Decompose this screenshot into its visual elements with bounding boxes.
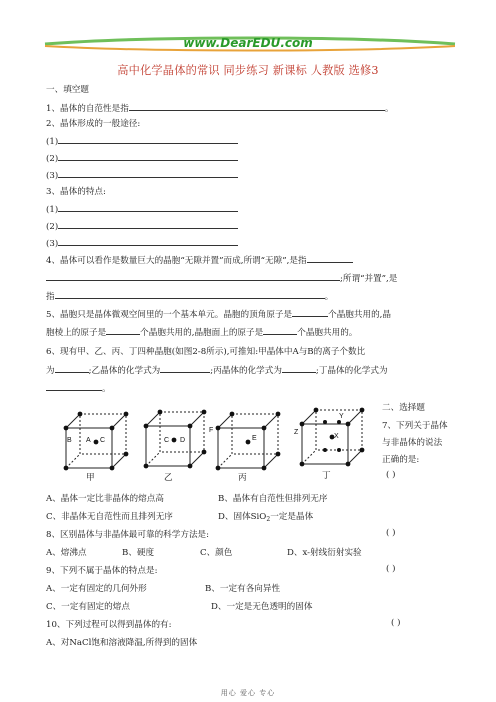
question-3-item: (2) <box>46 219 238 232</box>
question-3: 3、晶体的特点: <box>46 187 106 197</box>
page-footer: 用心 爱心 专心 <box>220 689 276 697</box>
section-fill-blank: 一、填空题 <box>46 85 89 95</box>
answer-blank[interactable] <box>160 363 210 373</box>
question-2-item: (3) <box>46 168 238 181</box>
option-d[interactable]: D、x-射线衍射实验 <box>287 548 362 558</box>
answer-blank[interactable] <box>292 307 328 317</box>
cube-caption: 丙 <box>238 473 247 482</box>
cube-label: F <box>209 427 214 434</box>
question-4: 4、晶体可以看作是数量巨大的晶胞“无隙并置”而成,所谓“无隙”,是指 <box>46 253 353 266</box>
answer-blank[interactable] <box>46 381 102 391</box>
question-1: 1、晶体的自范性是指 。 <box>46 101 393 114</box>
cube-caption: 丁 <box>322 471 331 481</box>
answer-blank[interactable] <box>58 236 238 246</box>
question-5-line2: 胞棱上的原子是 个晶胞共用的,晶胞面上的原子是 个晶胞共用的。 <box>46 325 357 338</box>
option-a[interactable]: A、熔沸点 <box>46 548 87 558</box>
question-8: 8、区别晶体与非晶体最可靠的科学方法是: <box>46 530 210 540</box>
cube-label: E <box>252 435 257 442</box>
cube-label: A <box>86 437 91 444</box>
answer-blank[interactable] <box>307 253 353 263</box>
option-d[interactable]: D、一定是无色透明的固体 <box>211 602 313 612</box>
section-choice: 二、选择题 <box>382 403 425 413</box>
question-2-item: (2) <box>46 151 238 164</box>
answer-paren[interactable]: ( ) <box>386 470 396 480</box>
question-7-line: 正确的是: <box>382 455 420 465</box>
question-9: 9、下列不属于晶体的特点是: <box>46 566 158 576</box>
option-a[interactable]: A、对NaCl饱和溶液降温,所得到的固体 <box>46 638 198 648</box>
option-c[interactable]: C、非晶体无自范性而且排列无序 <box>46 512 173 522</box>
site-url: www.DearEDU.com <box>183 36 313 50</box>
answer-paren[interactable]: ( ) <box>386 528 396 538</box>
answer-paren[interactable]: ( ) <box>386 564 396 574</box>
question-3-item: (1) <box>46 202 238 215</box>
cube-caption: 甲 <box>86 473 95 482</box>
question-6-line2: 为 ;乙晶体的化学式为 ;丙晶体的化学式为 ;丁晶体的化学式为 <box>46 363 388 376</box>
answer-blank[interactable] <box>58 134 238 144</box>
answer-blank[interactable] <box>55 363 89 373</box>
option-b[interactable]: B、晶体有自范性但排列无序 <box>218 494 328 504</box>
answer-blank[interactable] <box>55 289 325 299</box>
question-6-line3: 。 <box>46 381 111 394</box>
cube-label: C <box>100 437 106 444</box>
option-b[interactable]: B、硬度 <box>122 548 155 558</box>
answer-blank[interactable] <box>263 325 297 335</box>
answer-blank[interactable] <box>106 325 140 335</box>
unit-cell-figure <box>56 400 376 482</box>
cube-label: C <box>164 437 170 444</box>
cube-caption: 乙 <box>164 473 173 482</box>
answer-blank[interactable] <box>129 101 385 111</box>
cube-label: B <box>67 437 72 444</box>
question-5: 5、晶胞只是晶体微观空间里的一个基本单元。晶胞的顶角原子是 个晶胞共用的,晶 <box>46 307 391 320</box>
cube-label: D <box>180 437 186 444</box>
page-title: 高中化学晶体的常识 同步练习 新课标 人教版 选修3 <box>117 64 379 77</box>
question-10: 10、下列过程可以得到晶体的有: <box>46 620 172 630</box>
answer-blank[interactable] <box>58 202 238 212</box>
question-4-line2: ;所谓“并置”,是 <box>46 271 397 284</box>
answer-blank[interactable] <box>58 219 238 229</box>
cube-label: X <box>334 433 339 440</box>
option-a[interactable]: A、晶体一定比非晶体的熔点高 <box>46 494 164 504</box>
option-c[interactable]: C、颜色 <box>200 548 233 558</box>
answer-blank[interactable] <box>282 363 316 373</box>
question-7-line: 7、下列关于晶体 <box>382 421 448 431</box>
option-a[interactable]: A、一定有固定的几何外形 <box>46 584 147 594</box>
cube-label: Y <box>339 413 344 420</box>
question-7-line: 与非晶体的说法 <box>382 438 443 448</box>
answer-blank[interactable] <box>58 151 238 161</box>
question-6: 6、现有甲、乙、丙、丁四种晶胞(如图2-8所示),可推知:甲晶体中A与B的离子个数比 <box>46 347 366 357</box>
option-c[interactable]: C、一定有固定的熔点 <box>46 602 130 612</box>
question-1-text: 1、晶体的自范性是指 <box>46 104 129 114</box>
question-2: 2、晶体形成的一般途径: <box>46 119 141 129</box>
question-3-item: (3) <box>46 236 238 249</box>
option-b[interactable]: B、一定有各向异性 <box>205 584 281 594</box>
question-2-item: (1) <box>46 134 238 147</box>
answer-blank[interactable] <box>58 168 238 178</box>
option-d[interactable]: D、固体SiO$_2$一定是晶体 <box>218 512 314 523</box>
cube-label: Z <box>294 429 299 436</box>
question-4-line3: 指 。 <box>46 289 333 302</box>
answer-paren[interactable]: ( ) <box>391 618 401 628</box>
answer-blank[interactable] <box>46 271 340 281</box>
